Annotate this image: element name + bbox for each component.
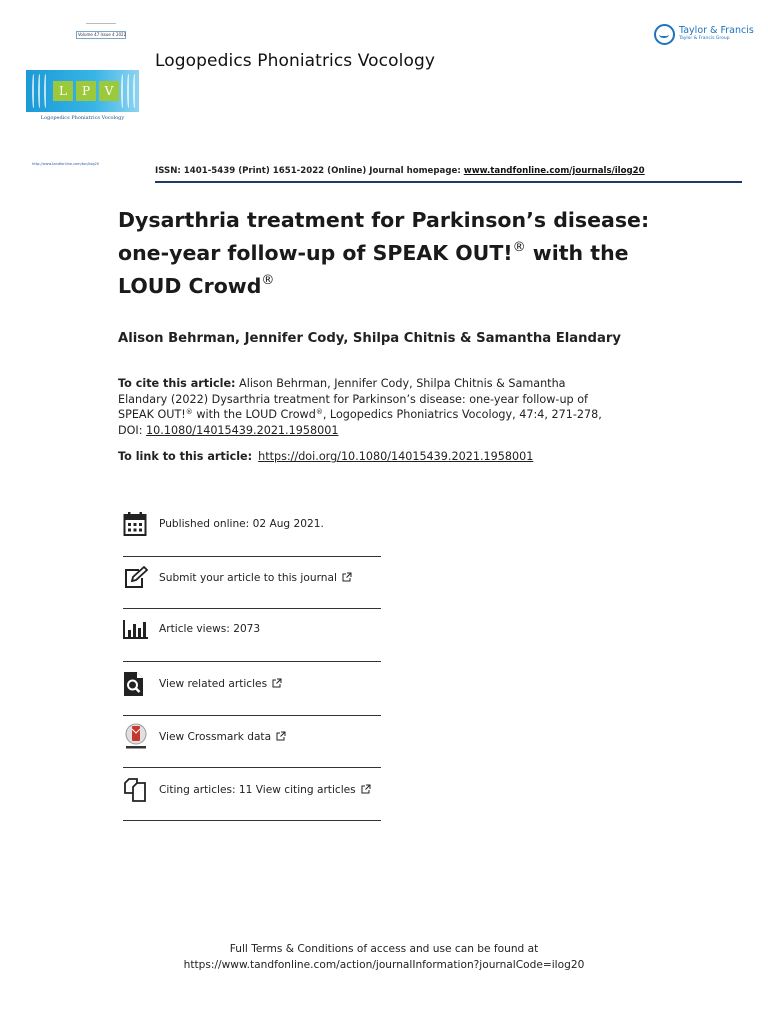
footer-terms: Full Terms & Conditions of access and use can be found at bbox=[229, 943, 539, 955]
journal-title: Logopedics Phoniatrics Vocology bbox=[155, 51, 435, 71]
calendar-icon bbox=[123, 509, 155, 539]
divider bbox=[123, 715, 381, 716]
divider bbox=[123, 767, 381, 768]
bar-chart-icon bbox=[123, 614, 155, 644]
toc-link[interactable]: http://www.tandfonline.com/toc/ilog20 bbox=[32, 162, 100, 166]
divider bbox=[123, 820, 381, 821]
related-articles-label[interactable]: View related articles bbox=[159, 678, 281, 690]
external-link-icon bbox=[272, 678, 281, 687]
registered-mark: ® bbox=[512, 240, 526, 255]
link-label: To link to this article: bbox=[118, 450, 253, 463]
citation-label: To cite this article: bbox=[118, 377, 236, 390]
citation: To cite this article: Alison Behrman, Jennifer Cody, Shilpa Chitnis & Samantha Elandary (2022) Dysarthria treatment for Parkinson’s disease: one-year follow-up of SPEAK OUT!® with the LOUD Crowd®, Logopedics Phoniatrics Vocology, 47:4, 271-278, DOI: 10.1080/14015439.2021.1958001 bbox=[118, 377, 602, 437]
submit-article-label[interactable]: Submit your article to this journal bbox=[159, 572, 351, 584]
logo-letter-v: V bbox=[99, 81, 119, 101]
header-rule bbox=[155, 181, 742, 183]
external-link-icon bbox=[276, 731, 285, 740]
publisher-group: Taylor & Francis Group bbox=[679, 36, 730, 41]
related-articles[interactable] bbox=[123, 669, 381, 699]
issn-line: ISSN: 1401-5439 (Print) 1651-2022 (Online) Journal homepage: www.tandfonline.com/journals/ilog20 bbox=[155, 166, 645, 176]
citing-articles[interactable] bbox=[123, 775, 381, 805]
authors: Alison Behrman, Jennifer Cody, Shilpa Chitnis & Samantha Elandary bbox=[118, 331, 621, 346]
crossmark[interactable] bbox=[123, 722, 381, 752]
article-url-link[interactable]: https://doi.org/10.1080/14015439.2021.1958001 bbox=[258, 450, 534, 463]
footer bbox=[0, 941, 768, 973]
divider bbox=[123, 608, 381, 609]
publisher-logo[interactable] bbox=[654, 22, 754, 46]
divider bbox=[123, 661, 381, 662]
journal-homepage-link[interactable]: www.tandfonline.com/journals/ilog20 bbox=[463, 166, 645, 176]
crossmark-icon bbox=[123, 722, 155, 752]
logo-letter-l: L bbox=[53, 81, 73, 101]
published-online-label: Published online: 02 Aug 2021. bbox=[159, 518, 324, 530]
publisher-mark-icon bbox=[654, 24, 675, 45]
document-search-icon bbox=[123, 669, 155, 699]
article-views bbox=[123, 614, 381, 644]
cover-thumbnail bbox=[76, 23, 126, 43]
edit-icon bbox=[123, 563, 155, 593]
citing-articles-icon bbox=[123, 775, 155, 805]
journal-logo bbox=[26, 70, 139, 126]
volume-label: Volume 47 Issue 4 2022 bbox=[78, 32, 127, 37]
doi-link[interactable]: 10.1080/14015439.2021.1958001 bbox=[146, 423, 339, 437]
logo-letter-p: P bbox=[76, 81, 96, 101]
logo-band bbox=[26, 70, 139, 112]
external-link-icon bbox=[361, 784, 370, 793]
article-link bbox=[118, 450, 533, 463]
article-views-label: Article views: 2073 bbox=[159, 623, 261, 635]
external-link-icon bbox=[342, 572, 351, 581]
crossmark-label[interactable]: View Crossmark data bbox=[159, 731, 285, 743]
submit-article[interactable] bbox=[123, 563, 381, 593]
logo-caption: Logopedics Phoniatrics Vocology bbox=[40, 115, 125, 121]
citing-articles-label[interactable]: Citing articles: 11 View citing articles bbox=[159, 784, 370, 796]
article-title: Dysarthria treatment for Parkinson’s disease: one-year follow-up of SPEAK OUT!® with the LOUD Crowd® bbox=[118, 208, 650, 298]
registered-mark: ® bbox=[261, 273, 275, 288]
publisher-name: Taylor & Francis bbox=[679, 25, 754, 36]
divider bbox=[123, 556, 381, 557]
published-online bbox=[123, 509, 381, 539]
footer-terms-link[interactable]: https://www.tandfonline.com/action/journalInformation?journalCode=ilog20 bbox=[183, 959, 585, 971]
